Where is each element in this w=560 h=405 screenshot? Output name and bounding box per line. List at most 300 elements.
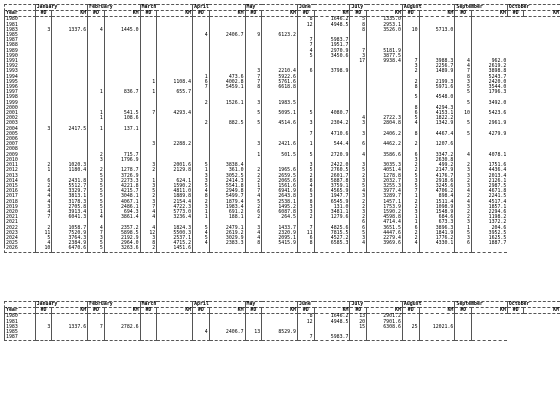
count-cell xyxy=(402,246,419,252)
km-cell: 1889.8 xyxy=(157,194,193,199)
km-cell: 3263.6 xyxy=(104,246,140,252)
count-cell: 3 xyxy=(35,205,52,210)
km-cell: 3048.1 xyxy=(104,194,140,199)
count-cell: 13 xyxy=(350,314,367,320)
count-column-header: #D xyxy=(507,308,524,314)
count-cell: 6 xyxy=(350,220,367,225)
km-cell: 1887.7 xyxy=(472,241,508,246)
km-cell: 4548.0 xyxy=(419,95,455,100)
km-cell: 3329.7 xyxy=(52,189,88,194)
km-cell: 2538.1 xyxy=(262,200,298,205)
km-cell: 5181.9 xyxy=(367,49,403,54)
km-cell: 1796.9 xyxy=(104,158,140,163)
km-cell: 1841.9 xyxy=(419,231,455,236)
km-cell: 2095.1 xyxy=(262,236,298,241)
count-column-header: #D xyxy=(193,11,210,17)
count-cell: 17 xyxy=(350,59,367,64)
year-cell: 2023 xyxy=(5,231,36,236)
km-cell: 3029.9 xyxy=(209,236,245,241)
count-cell: 5 xyxy=(140,189,157,194)
year-cell: 1983 xyxy=(5,325,36,330)
count-cell: 4 xyxy=(245,194,262,199)
year-cell: 1996 xyxy=(5,85,36,90)
count-cell: 4 xyxy=(35,189,52,194)
month-header-march: March xyxy=(140,5,192,11)
count-cell: 2 xyxy=(455,194,472,199)
km-cell: 3651.5 xyxy=(367,226,403,231)
km-cell: 4447.6 xyxy=(367,231,403,236)
year-cell: 1997 xyxy=(5,90,36,95)
km-cell: 5983.7 xyxy=(314,38,350,43)
count-cell: 5 xyxy=(298,168,315,173)
count-cell: 1 xyxy=(298,142,315,147)
count-cell: 7 xyxy=(298,38,315,43)
km-cell: 4722.3 xyxy=(157,205,193,210)
count-cell: 3 xyxy=(350,54,367,59)
month-header-may: May xyxy=(245,5,297,11)
count-cell: 4 xyxy=(193,189,210,194)
count-column-header: #D xyxy=(245,308,262,314)
count-cell: 3 xyxy=(350,132,367,137)
km-cell: 2486.1 xyxy=(104,205,140,210)
count-cell: 4 xyxy=(455,189,472,194)
km-cell: 2421.6 xyxy=(262,142,298,147)
count-cell: 3 xyxy=(455,80,472,85)
count-cell: 2 xyxy=(35,226,52,231)
count-cell: 2 xyxy=(402,200,419,205)
count-cell: 2 xyxy=(193,101,210,106)
km-cell: 3764.3 xyxy=(52,236,88,241)
count-cell: 7 xyxy=(35,215,52,220)
count-cell: 2 xyxy=(193,200,210,205)
count-cell: 2 xyxy=(402,236,419,241)
count-cell: 4 xyxy=(35,241,52,246)
count-cell: 1 xyxy=(193,75,210,80)
count-cell xyxy=(455,246,472,252)
km-cell xyxy=(209,335,245,341)
km-cell: 2256.7 xyxy=(419,64,455,69)
month-header-august: August xyxy=(402,5,454,11)
year-cell: 2004 xyxy=(5,127,36,132)
count-cell: 2 xyxy=(298,174,315,179)
year-column-header: Year xyxy=(5,11,36,17)
km-cell: 1965.6 xyxy=(262,168,298,173)
km-cell: 4710.6 xyxy=(314,132,350,137)
km-cell: 1020.3 xyxy=(52,163,88,168)
km-cell: 2032.7 xyxy=(367,179,403,184)
count-cell: 2 xyxy=(350,200,367,205)
count-cell: 6 xyxy=(35,179,52,184)
year-cell: 1985 xyxy=(5,33,36,38)
count-cell: 3 xyxy=(88,236,105,241)
km-cell xyxy=(157,335,193,341)
count-cell: 1 xyxy=(245,184,262,189)
km-cell: 3952.5 xyxy=(472,231,508,236)
count-cell: 4 xyxy=(140,215,157,220)
km-cell: 3838.4 xyxy=(209,163,245,168)
count-cell: 5 xyxy=(88,184,105,189)
count-cell: 5 xyxy=(35,236,52,241)
count-cell: 9 xyxy=(245,33,262,38)
month-header-march: March xyxy=(140,302,192,308)
count-cell: 5 xyxy=(88,194,105,199)
year-cell: 2014 xyxy=(5,179,36,184)
km-cell: 1207.6 xyxy=(419,142,455,147)
km-cell: 2630.8 xyxy=(419,158,455,163)
km-cell xyxy=(209,246,245,252)
km-cell xyxy=(419,246,455,252)
km-cell: 2406.2 xyxy=(367,132,403,137)
month-header-september: September xyxy=(455,5,507,11)
km-cell: 2013.4 xyxy=(472,174,508,179)
month-header-july: July xyxy=(350,302,402,308)
km-cell: 6308.6 xyxy=(367,325,403,330)
count-cell: 5 xyxy=(298,54,315,59)
km-cell: 4051.4 xyxy=(367,168,403,173)
month-header-may: May xyxy=(245,302,297,308)
km-cell: 2901.2 xyxy=(367,314,403,320)
km-cell: 4002.8 xyxy=(209,80,245,85)
km-cell: 2147.9 xyxy=(419,168,455,173)
km-cell: 2420.0 xyxy=(472,80,508,85)
count-cell: 3 xyxy=(193,174,210,179)
count-cell: 3 xyxy=(455,184,472,189)
count-cell: 3 xyxy=(88,158,105,163)
km-column-header: KM xyxy=(367,11,403,17)
year-column-header: Year xyxy=(5,308,36,314)
count-cell: 6 xyxy=(402,111,419,116)
count-cell: 5 xyxy=(350,231,367,236)
km-cell: 2918.6 xyxy=(419,179,455,184)
count-cell: 2 xyxy=(140,194,157,199)
count-cell: 5 xyxy=(88,200,105,205)
count-cell xyxy=(193,246,210,252)
km-cell: 6470.6 xyxy=(52,246,88,252)
km-cell: 624.1 xyxy=(157,179,193,184)
count-column-header: #D xyxy=(402,308,419,314)
count-cell: 5 xyxy=(455,85,472,90)
count-column-header: #D xyxy=(88,308,105,314)
km-column-header: KM xyxy=(419,11,455,17)
km-column-header: KM xyxy=(157,308,193,314)
km-cell: 2210.4 xyxy=(262,69,298,74)
count-cell: 7 xyxy=(402,189,419,194)
km-cell xyxy=(472,246,508,252)
km-cell: 898.4 xyxy=(419,194,455,199)
count-cell: 8 xyxy=(298,200,315,205)
year-cell: 1981 xyxy=(5,320,36,325)
count-cell: 4 xyxy=(140,226,157,231)
km-cell: 2479.1 xyxy=(209,226,245,231)
year-cell: 2018 xyxy=(5,200,36,205)
km-cell: 2273.3 xyxy=(104,179,140,184)
km-cell: 2619.2 xyxy=(209,231,245,236)
count-cell: 6 xyxy=(298,189,315,194)
km-cell: 5500.3 xyxy=(157,231,193,236)
table-row xyxy=(5,335,560,341)
count-cell: 7 xyxy=(88,231,105,236)
count-cell: 2 xyxy=(402,205,419,210)
km-cell: 2001.6 xyxy=(157,163,193,168)
km-cell: 9938.4 xyxy=(367,59,403,64)
km-cell: 1776.2 xyxy=(419,236,455,241)
count-cell: 4 xyxy=(455,59,472,64)
count-cell: 4 xyxy=(402,241,419,246)
km-cell: 2760.5 xyxy=(314,168,350,173)
count-cell: 2 xyxy=(402,142,419,147)
year-cell: 1987 xyxy=(5,335,36,341)
km-cell: 6585.3 xyxy=(314,241,350,246)
km-cell: 2383.3 xyxy=(209,241,245,246)
count-column-header: #D xyxy=(455,308,472,314)
count-cell: 1 xyxy=(88,116,105,121)
km-cell: 1445.0 xyxy=(104,28,140,33)
km-cell: 2643.8 xyxy=(262,194,298,199)
year-cell: 2015 xyxy=(5,184,36,189)
count-cell: 3 xyxy=(455,220,472,225)
count-cell: 4 xyxy=(350,116,367,121)
km-cell: 2422.0 xyxy=(314,163,350,168)
km-cell: 2288.2 xyxy=(157,142,193,147)
count-cell: 4 xyxy=(35,194,52,199)
count-cell: 3 xyxy=(455,174,472,179)
km-cell: 361.0 xyxy=(209,168,245,173)
km-cell: 1511.4 xyxy=(419,200,455,205)
km-cell: 6087.8 xyxy=(262,210,298,215)
km-cell: 1947.7 xyxy=(314,194,350,199)
year-cell: 1991 xyxy=(5,59,36,64)
year-cell: 1989 xyxy=(5,49,36,54)
km-cell: 2953.1 xyxy=(367,23,403,28)
count-cell: 6 xyxy=(298,69,315,74)
table-block-1 xyxy=(4,4,559,253)
km-cell: 3586.6 xyxy=(367,153,403,158)
year-cell: 1980 xyxy=(5,17,36,23)
km-cell: 673.3 xyxy=(419,220,455,225)
month-header-june: June xyxy=(298,302,350,308)
count-cell: 4 xyxy=(140,210,157,215)
count-cell: 2 xyxy=(35,163,52,168)
km-cell: 4517.4 xyxy=(472,200,508,205)
count-cell: 2 xyxy=(140,168,157,173)
count-cell: 3 xyxy=(245,142,262,147)
year-cell: 2003 xyxy=(5,121,36,126)
count-cell: 1 xyxy=(455,226,472,231)
month-header-june: June xyxy=(298,5,350,11)
year-cell: 2025 xyxy=(5,241,36,246)
km-column-header: KM xyxy=(262,308,298,314)
km-cell: 4598.8 xyxy=(367,215,403,220)
count-cell: 2 xyxy=(245,179,262,184)
year-cell: 1985 xyxy=(5,330,36,335)
km-cell: 1372.2 xyxy=(472,220,508,225)
count-cell: 7 xyxy=(402,59,419,64)
count-cell: 3 xyxy=(193,205,210,210)
count-cell: 4 xyxy=(35,210,52,215)
km-cell: 4462.2 xyxy=(367,142,403,147)
km-cell: 2320.9 xyxy=(262,231,298,236)
km-cell: 7901.6 xyxy=(367,320,403,325)
count-cell: 25 xyxy=(402,325,419,330)
count-cell: 4 xyxy=(455,200,472,205)
count-cell: 15 xyxy=(350,325,367,330)
count-cell: 2 xyxy=(88,168,105,173)
km-cell: 2722.3 xyxy=(367,116,403,121)
year-cell: 1980 xyxy=(5,314,36,320)
km-cell: 501.5 xyxy=(262,153,298,158)
km-cell: 3913.4 xyxy=(52,210,88,215)
year-cell: 2021 xyxy=(5,220,36,225)
count-cell: 7 xyxy=(245,189,262,194)
count-cell: 3 xyxy=(35,127,52,132)
count-cell: 5 xyxy=(402,116,419,121)
year-cell: 2005 xyxy=(5,132,36,137)
count-cell: 4 xyxy=(35,200,52,205)
km-cell: 5095.1 xyxy=(262,111,298,116)
km-cell: 1753.9 xyxy=(367,205,403,210)
km-cell: 2129.8 xyxy=(157,168,193,173)
count-cell: 3 xyxy=(245,101,262,106)
km-cell: 2431.8 xyxy=(52,179,88,184)
year-cell: 2007 xyxy=(5,142,36,147)
km-cell: 4825.6 xyxy=(314,226,350,231)
km-cell: 3898.8 xyxy=(472,69,508,74)
count-cell: 5 xyxy=(350,17,367,23)
count-cell: 8 xyxy=(350,28,367,33)
km-column-header: KM xyxy=(52,308,88,314)
year-cell: 1998 xyxy=(5,95,36,100)
km-cell: 3798.9 xyxy=(314,69,350,74)
count-cell xyxy=(193,335,210,341)
km-cell: 8529.9 xyxy=(262,330,298,335)
km-cell: 5761.6 xyxy=(262,80,298,85)
km-cell: 7520.9 xyxy=(52,231,88,236)
count-cell: 4 xyxy=(193,231,210,236)
km-cell: 188.1 xyxy=(209,215,245,220)
count-cell: 8 xyxy=(298,179,315,184)
km-cell: 6618.8 xyxy=(262,85,298,90)
count-cell: 6 xyxy=(350,226,367,231)
year-cell: 1994 xyxy=(5,75,36,80)
count-column-header: #D xyxy=(140,11,157,17)
km-cell: 5423.6 xyxy=(472,111,508,116)
count-cell: 1 xyxy=(140,80,157,85)
km-cell: 3245.6 xyxy=(419,184,455,189)
count-cell: 2 xyxy=(245,168,262,173)
count-column-header: #D xyxy=(193,308,210,314)
count-cell: 2 xyxy=(245,174,262,179)
count-cell: 13 xyxy=(245,330,262,335)
km-cell: 1457.1 xyxy=(367,200,403,205)
month-header-january: January xyxy=(35,302,87,308)
km-cell: 2720.9 xyxy=(314,153,350,158)
km-cell: 2705.8 xyxy=(52,205,88,210)
km-cell: 1879.4 xyxy=(209,200,245,205)
km-cell: 108.6 xyxy=(104,116,140,121)
km-column-header: KM xyxy=(209,308,245,314)
count-cell: 5 xyxy=(193,236,210,241)
km-cell: 1625.5 xyxy=(472,236,508,241)
km-cell: 3813.1 xyxy=(52,194,88,199)
count-cell: 8 xyxy=(402,85,419,90)
km-cell: 131.0 xyxy=(314,205,350,210)
km-cell: 5499.7 xyxy=(209,194,245,199)
km-cell: 264.5 xyxy=(262,215,298,220)
km-cell: 1433.7 xyxy=(262,226,298,231)
km-cell: 1058.7 xyxy=(52,226,88,231)
count-cell: 3 xyxy=(298,194,315,199)
km-cell: 4706.2 xyxy=(419,189,455,194)
km-cell: 1561.6 xyxy=(262,184,298,189)
count-cell: 5 xyxy=(193,184,210,189)
statistics-table-2 xyxy=(4,301,560,341)
count-cell: 8 xyxy=(245,241,262,246)
km-cell: 4221.8 xyxy=(104,184,140,189)
km-cell: 4293.4 xyxy=(157,111,193,116)
km-cell: 715.7 xyxy=(104,153,140,158)
count-cell: 4 xyxy=(455,64,472,69)
km-cell xyxy=(367,335,403,341)
km-cell: 4948.5 xyxy=(314,320,350,325)
count-cell: 5 xyxy=(298,153,315,158)
km-cell: 1822.2 xyxy=(419,116,455,121)
km-cell: 3759.1 xyxy=(314,184,350,189)
count-cell: 5 xyxy=(402,184,419,189)
count-cell: 3 xyxy=(350,179,367,184)
km-cell: 2384.9 xyxy=(52,241,88,246)
count-cell: 3 xyxy=(245,69,262,74)
count-cell: 7 xyxy=(298,43,315,48)
year-cell: 2021 xyxy=(5,215,36,220)
km-cell: 2199.3 xyxy=(419,80,455,85)
count-column-header: #D xyxy=(298,308,315,314)
km-cell: 3289.7 xyxy=(367,194,403,199)
count-column-header: #D xyxy=(88,11,105,17)
count-cell: 2 xyxy=(455,179,472,184)
count-cell: 2 xyxy=(35,184,52,189)
count-cell: 4 xyxy=(298,49,315,54)
count-cell: 3 xyxy=(350,210,367,215)
km-cell: 2619.2 xyxy=(472,64,508,69)
count-cell: 8 xyxy=(402,132,419,137)
count-column-header: #D xyxy=(350,11,367,17)
count-cell: 8 xyxy=(455,75,472,80)
year-cell: 2006 xyxy=(5,137,36,142)
count-cell: 2 xyxy=(350,205,367,210)
km-cell: 3178.3 xyxy=(52,200,88,205)
km-cell: 4294.3 xyxy=(419,106,455,111)
km-cell: 1646.2 xyxy=(314,17,350,23)
count-cell: 5 xyxy=(245,121,262,126)
km-cell: 3726.9 xyxy=(104,174,140,179)
count-cell: 20 xyxy=(350,320,367,325)
km-cell: 2537.1 xyxy=(157,236,193,241)
count-cell: 2 xyxy=(88,153,105,158)
count-cell: 6 xyxy=(193,80,210,85)
count-cell: 11 xyxy=(35,231,52,236)
count-cell: 3 xyxy=(402,179,419,184)
count-cell: 5 xyxy=(455,132,472,137)
km-cell: 3969.6 xyxy=(367,241,403,246)
km-cell xyxy=(472,335,508,341)
count-cell xyxy=(350,335,367,341)
count-cell: 6 xyxy=(402,226,419,231)
count-cell: 5 xyxy=(245,200,262,205)
count-cell xyxy=(402,335,419,341)
km-cell: 2782.6 xyxy=(104,325,140,330)
km-cell: 2414.3 xyxy=(209,179,245,184)
km-cell: 4436.4 xyxy=(472,168,508,173)
